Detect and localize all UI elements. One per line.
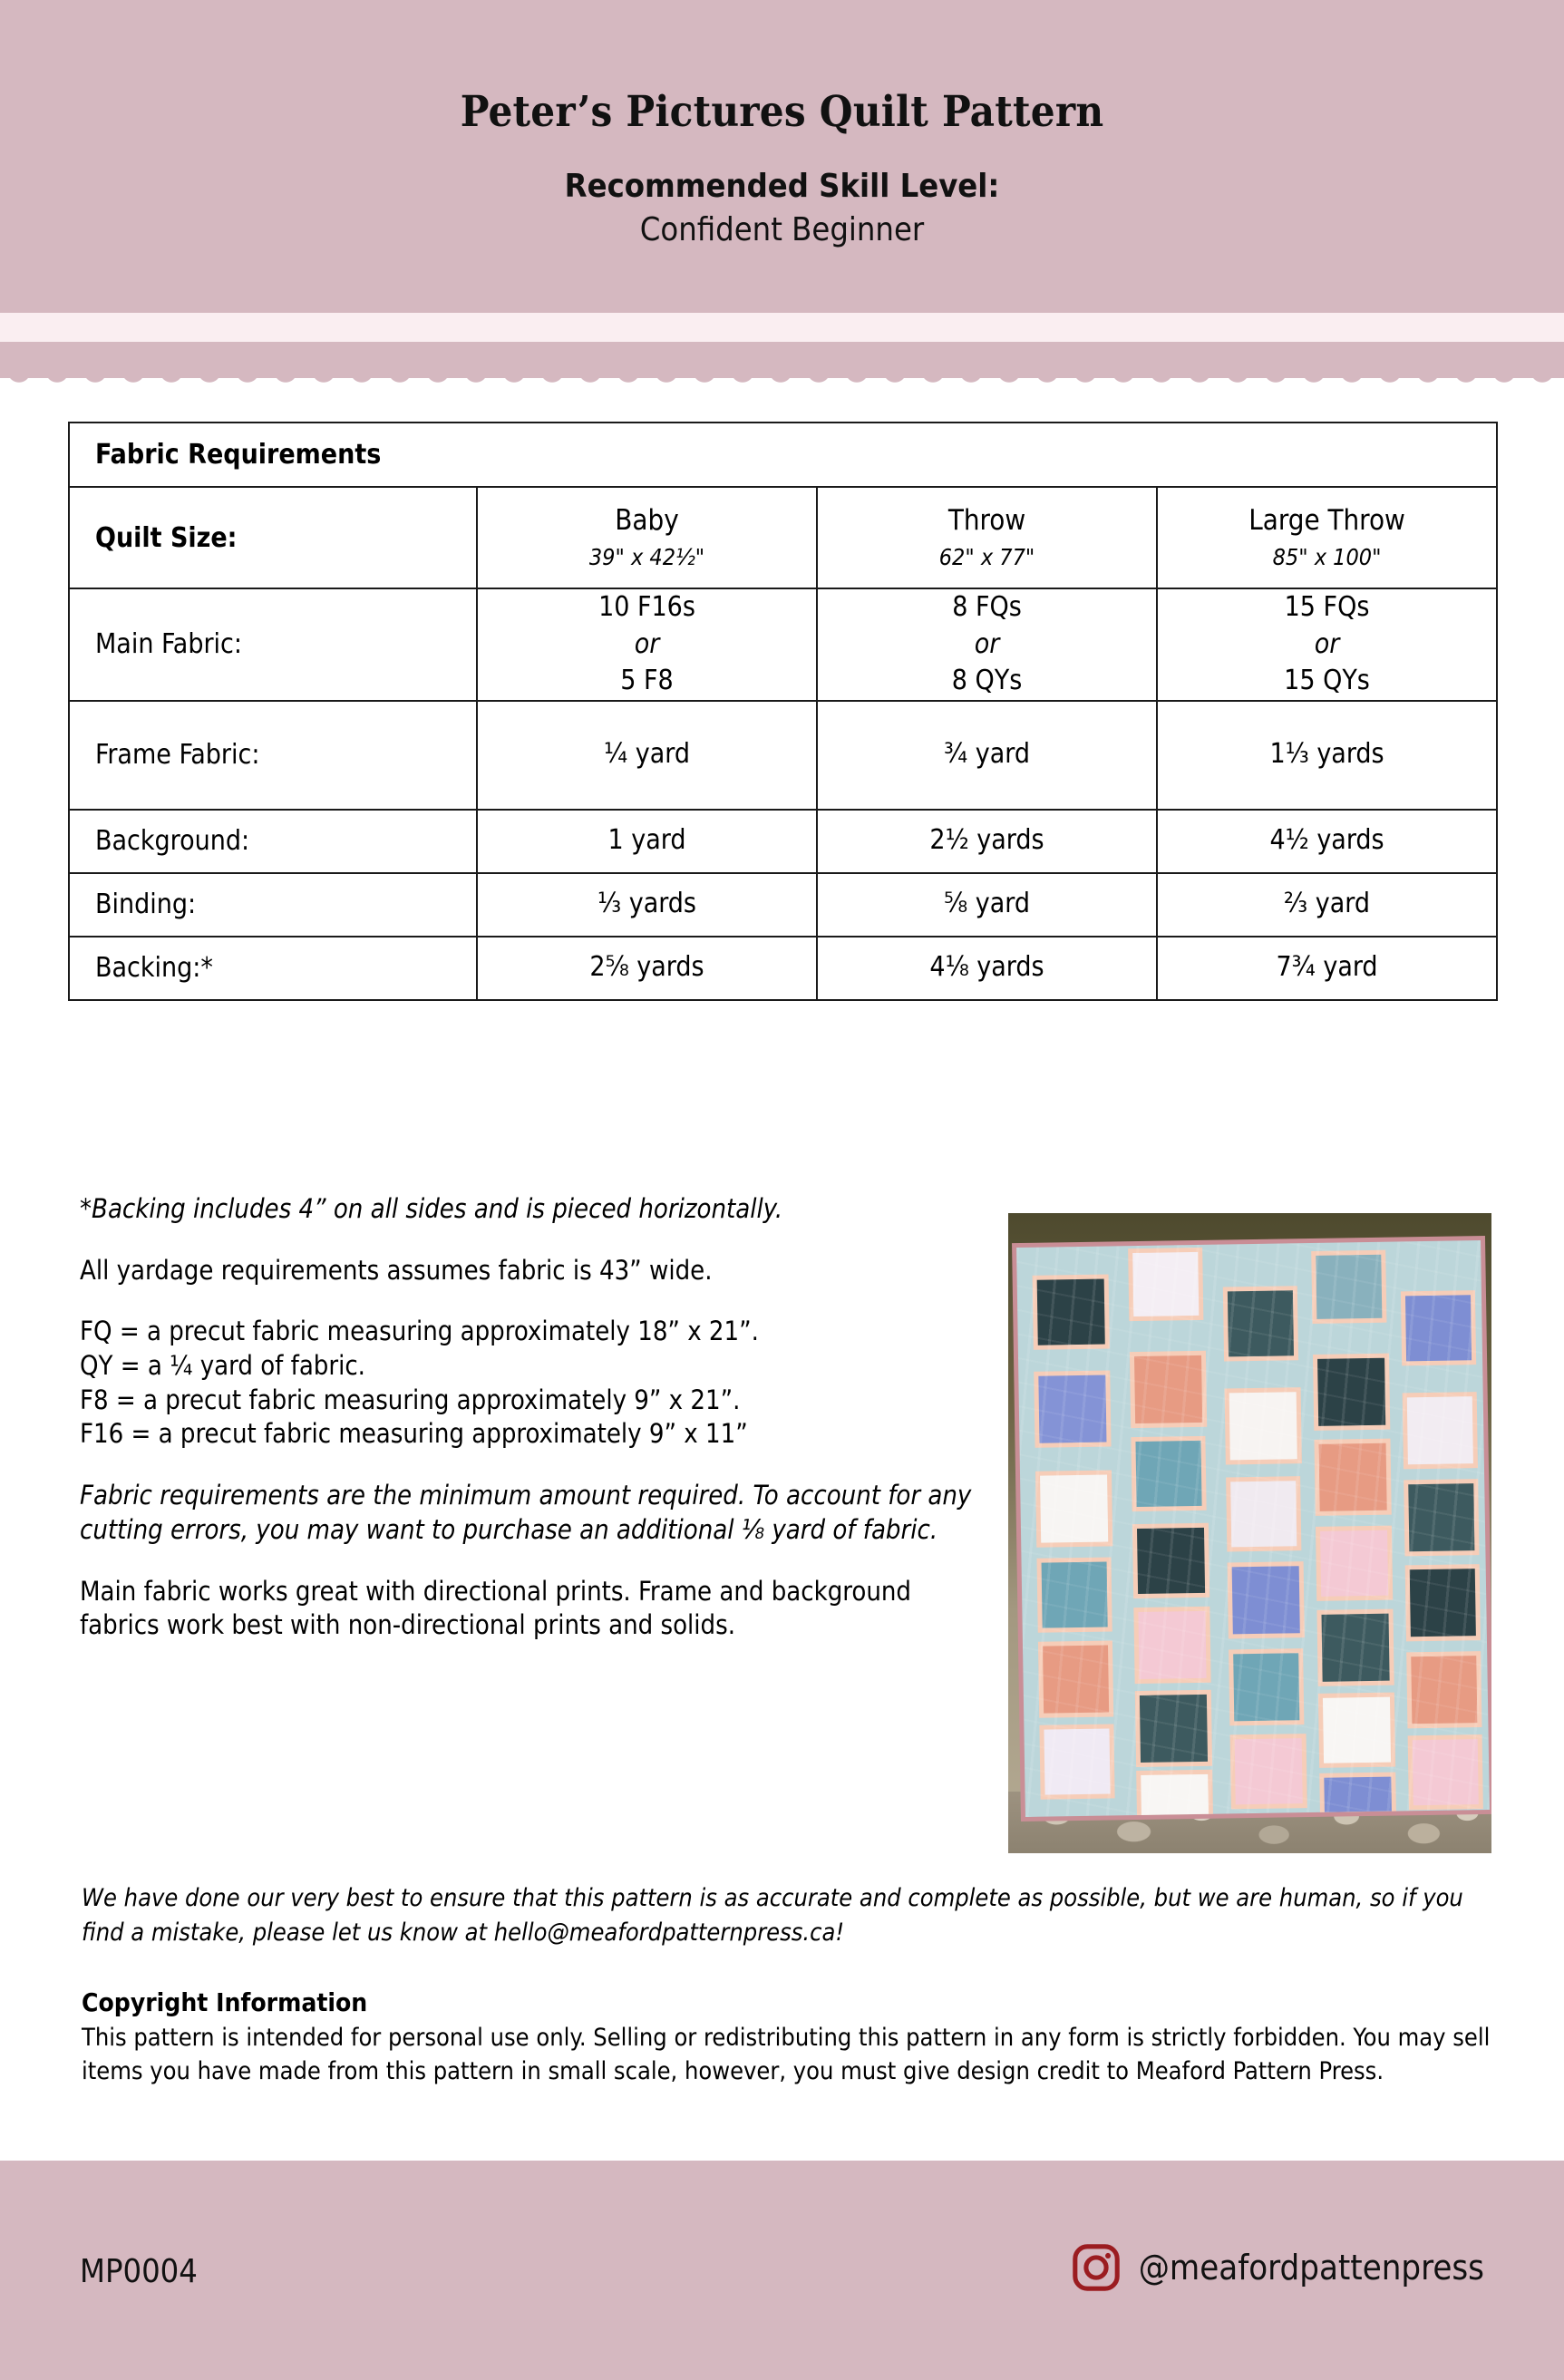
- directional-prints-note: Main fabric works great with directional prints. Frame and background fabrics work best with non-directional prints and solids.: [80, 1575, 911, 1641]
- size-column-large-throw: [1157, 487, 1497, 588]
- table-row: [69, 873, 1497, 937]
- cell-backing-large-throw: 7¾ yard: [1157, 937, 1497, 1000]
- quilt-block: [1233, 1653, 1299, 1721]
- size-dims-throw: 62" x 77": [938, 544, 1035, 571]
- quilt-block: [1235, 1738, 1303, 1804]
- quilt-block: [1230, 1481, 1297, 1547]
- notes-column: [80, 1192, 996, 1670]
- cell-binding-throw: ⅝ yard: [817, 873, 1157, 937]
- scalloped-edge-decoration: [0, 371, 1564, 394]
- pattern-code: MP0004: [80, 2253, 198, 2290]
- quilt-block: [1323, 1697, 1391, 1763]
- quilt-block: [1232, 1566, 1300, 1634]
- quilt-block: [1141, 1774, 1209, 1815]
- size-name-baby: Baby: [615, 504, 679, 538]
- table-row: [69, 701, 1497, 810]
- size-dims-baby: 39" x 42½": [588, 544, 705, 571]
- cell-background-throw: 2½ yards: [817, 810, 1157, 873]
- accuracy-disclaimer: We have done our very best to ensure that this pattern is as accurate and complete as possible, but we are human, so if you find a mistake, please let us know at hello@meafordpatternpress.ca!: [82, 1884, 1463, 1947]
- value-top: 15 FQs: [1284, 591, 1370, 623]
- backing-note: *Backing includes 4” on all sides and is pieced horizontally.: [80, 1193, 783, 1224]
- quilt-block: [1132, 1252, 1199, 1316]
- social-link[interactable]: [1070, 2241, 1484, 2294]
- value-or: or: [1314, 627, 1340, 660]
- table-row: [69, 588, 1497, 701]
- quilt-block: [1040, 1475, 1108, 1543]
- skill-level-label: Recommended Skill Level:: [564, 168, 1000, 205]
- cell-backing-throw: 4⅛ yards: [817, 937, 1157, 1000]
- cell-background-large-throw: 4½ yards: [1157, 810, 1497, 873]
- quilt-block: [1038, 1375, 1106, 1443]
- value-top: 8 FQs: [952, 591, 1022, 623]
- quilt-block: [1044, 1729, 1110, 1795]
- cell-main-fabric-large-throw: [1157, 588, 1497, 701]
- quilt-block: [1137, 1528, 1205, 1594]
- cell-binding-large-throw: ⅔ yard: [1157, 873, 1497, 937]
- quilt-block: [1408, 1483, 1474, 1551]
- copyright-text: This pattern is intended for personal use only. Selling or redistributing this pattern in any form is strictly forbidden. You may sell items you have made from this pattern in small scale, however, you must give design credit to Meaford Pattern Press.: [82, 2024, 1491, 2085]
- size-name-throw: Throw: [947, 504, 1026, 538]
- table-title: Fabric Requirements: [69, 423, 1497, 487]
- quilt-block: [1043, 1646, 1109, 1714]
- quilt-block: [1411, 1656, 1477, 1724]
- row-label-frame-fabric: Frame Fabric:: [69, 701, 477, 810]
- instagram-icon[interactable]: [1070, 2241, 1122, 2294]
- value-or: or: [634, 627, 660, 660]
- row-label-backing: Backing:*: [69, 937, 477, 1000]
- social-handle[interactable]: @meafordpattenpress: [1138, 2248, 1484, 2288]
- quilt-block: [1405, 1295, 1472, 1361]
- value-or: or: [974, 627, 1000, 660]
- cell-frame-fabric-throw: ¾ yard: [817, 701, 1157, 810]
- quilt-block: [1320, 1530, 1388, 1597]
- yardage-note: All yardage requirements assumes fabric is 43” wide.: [80, 1254, 713, 1286]
- copyright-section: [82, 1986, 1496, 2089]
- row-label-binding: Binding:: [69, 873, 477, 937]
- copyright-title: Copyright Information: [82, 1987, 368, 2017]
- fabric-requirements-table: [68, 422, 1498, 1001]
- quilt-photo: [1008, 1213, 1491, 1853]
- row-label-background: Background:: [69, 810, 477, 873]
- quilt-block: [1138, 1611, 1206, 1679]
- quilt-block: [1407, 1396, 1473, 1464]
- quilt-block: [1316, 1255, 1382, 1319]
- quilt-block: [1140, 1695, 1208, 1763]
- quilt-block: [1321, 1614, 1389, 1682]
- row-label-main-fabric: Main Fabric:: [69, 588, 477, 701]
- quilt-block: [1037, 1279, 1105, 1345]
- size-name-large-throw: Large Throw: [1248, 504, 1405, 538]
- value-bottom: 5 F8: [620, 665, 674, 696]
- value-bottom: 15 QYs: [1284, 665, 1370, 696]
- table-row: [69, 810, 1497, 873]
- table-title-row: [69, 423, 1497, 487]
- quilt-size-label: Quilt Size:: [69, 487, 477, 588]
- cell-frame-fabric-large-throw: 1⅓ yards: [1157, 701, 1497, 810]
- cell-main-fabric-throw: [817, 588, 1157, 701]
- cell-backing-baby: 2⅝ yards: [477, 937, 817, 1000]
- definition-f8: F8 = a precut fabric measuring approximately 9” x 21”.: [80, 1384, 741, 1415]
- quilt-block: [1413, 1739, 1479, 1805]
- quilt-surface: [1016, 1240, 1490, 1817]
- cell-main-fabric-baby: [477, 588, 817, 701]
- table-header-row: [69, 487, 1497, 588]
- cell-binding-baby: ⅓ yards: [477, 873, 817, 937]
- header-band: [0, 0, 1564, 313]
- size-column-throw: [817, 487, 1157, 588]
- table-row: [69, 937, 1497, 1000]
- definition-qy: QY = a ¼ yard of fabric.: [80, 1350, 365, 1382]
- cell-background-baby: 1 yard: [477, 810, 817, 873]
- definition-f16: F16 = a precut fabric measuring approximately 9” x 11”: [80, 1418, 748, 1450]
- minimum-requirement-note: Fabric requirements are the minimum amount required. To account for any cutting errors, you may want to purchase an additional ⅛ yard of fabric.: [80, 1480, 972, 1545]
- definition-fq: FQ = a precut fabric measuring approximately 18” x 21”.: [80, 1316, 759, 1347]
- quilt-block: [1042, 1562, 1108, 1628]
- header-stripe: [0, 313, 1564, 342]
- value-top: 10 F16s: [598, 591, 695, 623]
- quilt-block: [1317, 1358, 1385, 1426]
- size-column-baby: [477, 487, 817, 588]
- quilt-block: [1324, 1777, 1392, 1812]
- quilt-block: [1410, 1569, 1476, 1637]
- quilt-block: [1228, 1290, 1294, 1356]
- quilt-block: [1319, 1443, 1387, 1511]
- quilt-block: [1229, 1392, 1297, 1460]
- quilt-block: [1134, 1355, 1202, 1423]
- cell-frame-fabric-baby: ¼ yard: [477, 701, 817, 810]
- size-dims-large-throw: 85" x 100": [1272, 544, 1382, 571]
- value-bottom: 8 QYs: [951, 665, 1023, 696]
- skill-level-value: Confident Beginner: [639, 211, 925, 248]
- page-title: Peter’s Pictures Quilt Pattern: [460, 87, 1104, 137]
- quilt-block: [1135, 1441, 1201, 1507]
